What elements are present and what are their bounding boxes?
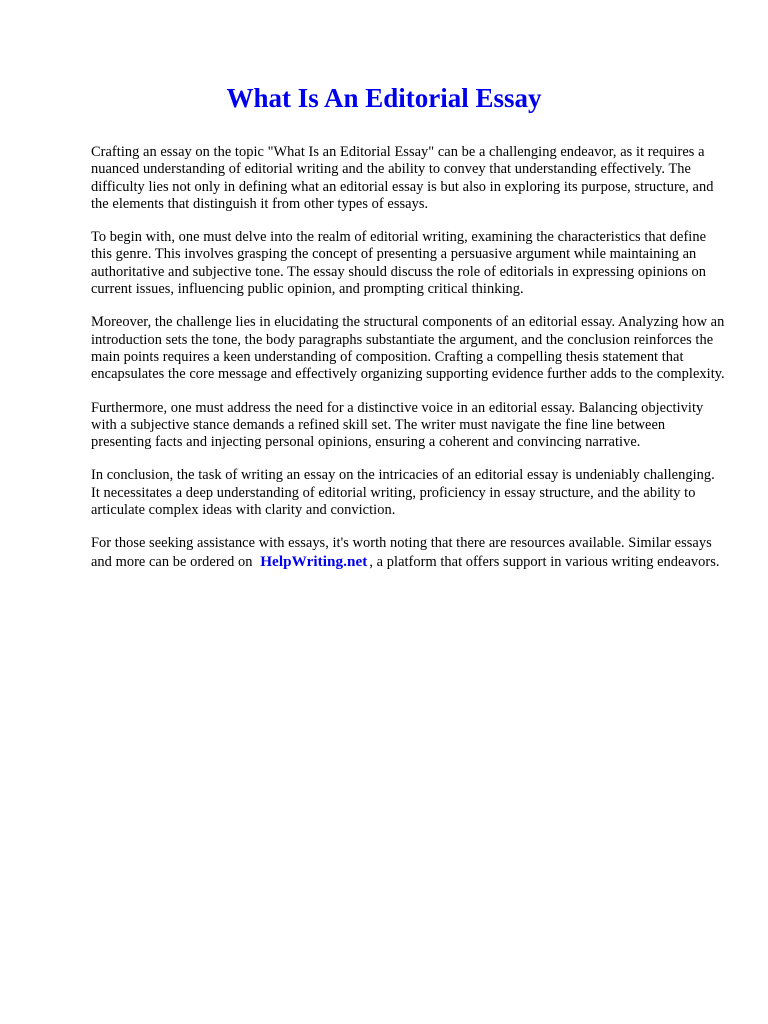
paragraph-6-after-link: , a platform that offers support in various writing endeavors.: [369, 553, 720, 570]
document-title: What Is An Editorial Essay: [226, 83, 542, 113]
paragraph-4: Furthermore, one must address the need for a distinctive voice in an editorial essay. Balancing objectivity with a subjective stance demands a refined skill set. The writer must navigate the fine line between presenting facts and injecting personal opinions, ensuring a coherent and convincing narrative.: [91, 399, 704, 451]
paragraph-3: Moreover, the challenge lies in elucidating the structural components of an editorial essay. Analyzing how an introduction sets the tone, the body paragraphs substantiate the argument, and the conclusion reinforces the main points requires a keen understanding of composition. Crafting a compelling thesis statement that encapsulates the core message and effectively organizing supporting evidence further adds to the complexity.: [91, 314, 725, 383]
paragraph-1: Crafting an essay on the topic "What Is an Editorial Essay" can be a challenging endeavor, as it requires a nuanced understanding of editorial writing and the ability to convey that understanding effectively. The difficulty lies not only in defining what an editorial essay is but also in exploring its purpose, structure, and the elements that distinguish it from other types of essays.: [91, 144, 714, 212]
document-body: [91, 144, 727, 587]
paragraph-2: To begin with, one must delve into the realm of editorial writing, examining the characteristics that define this genre. This involves grasping the concept of presenting a persuasive argument while maintaining an authoritative and subjective tone. The essay should discuss the role of editorials in expressing opinions on current issues, influencing public opinion, and prompting critical thinking.: [91, 229, 707, 298]
paragraph-6-before-link: For those seeking assistance with essays, it's worth noting that there are resources available. Similar essays and more can be ordered on: [91, 535, 712, 570]
paragraph-5: In conclusion, the task of writing an essay on the intricacies of an editorial essay is undeniably challenging. It necessitates a deep understanding of editorial writing, proficiency in essay structure, and the ability to articulate complex ideas with clarity and conviction.: [91, 467, 715, 519]
helpwriting-link[interactable]: HelpWriting.net: [260, 552, 368, 570]
paragraph-6: [91, 535, 727, 571]
